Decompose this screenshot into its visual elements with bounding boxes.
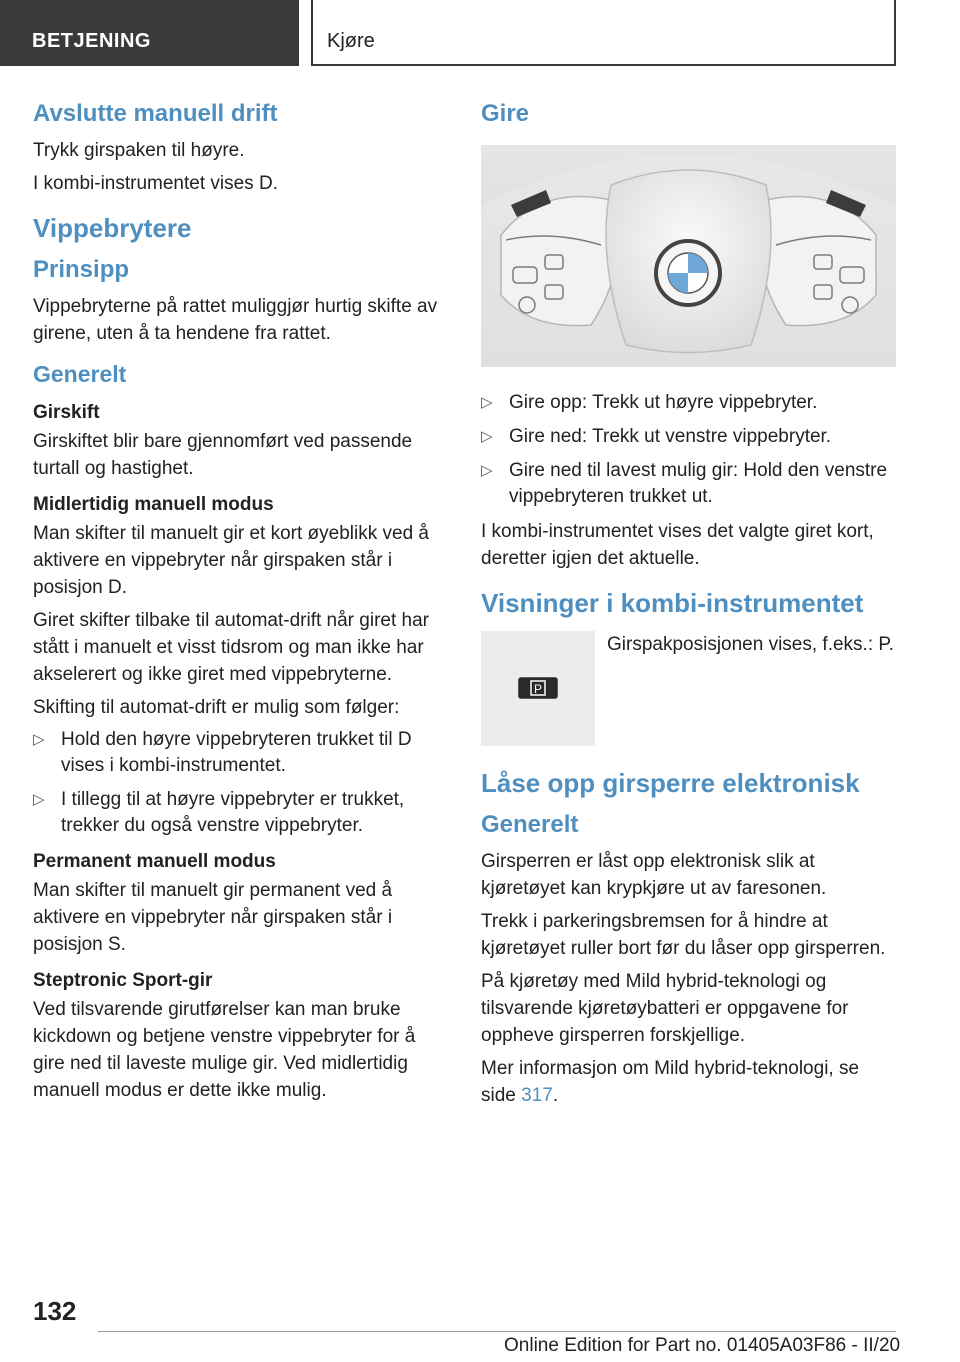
- heading-paddles: Vippebrytere: [33, 212, 192, 243]
- bullet-list: [33, 727, 448, 839]
- paragraph: Girskiftet blir bare gjennomført ved passende turtall og hastighet.: [33, 431, 413, 480]
- gear-letter: P: [533, 682, 543, 697]
- bullet-list: [481, 390, 896, 510]
- page-number: 132: [33, 1296, 77, 1326]
- display-figure-row: [481, 631, 896, 746]
- heading-principle: Prinsipp: [33, 255, 130, 283]
- section-tab: BETJENING: [0, 0, 299, 66]
- paragraph: Giret skifter tilbake til automat-drift når giret har stått i manuelt et visst tidsrom og man ikke har akselerert og ikke giret med vippebryterne.: [33, 610, 429, 686]
- paragraph: Vippebryterne på rattet muliggjør hurtig skifte av girene, uten å ta hendene fra rattet.: [33, 295, 438, 344]
- paragraph: Trekk i parkeringsbremsen for å hindre at kjøretøyet ruller bort før du låser opp girsperren.: [481, 910, 886, 959]
- paragraph: Skifting til automat-drift er mulig som følger:: [33, 697, 400, 719]
- left-column: [33, 100, 448, 1110]
- heading-general: Generelt: [33, 360, 127, 387]
- subheading-permanent-manual: Permanent manuell modus: [33, 851, 276, 873]
- list-item: ▷ Gire ned: Trekk ut venstre vippebryter.: [481, 424, 896, 450]
- triangle-bullet-icon: ▷: [481, 461, 493, 479]
- subheading-shift: Girskift: [33, 402, 100, 424]
- paragraph: Man skifter til manuelt gir et kort øyeblikk ved å aktivere en vippebryter når girspaken står i posisjon D.: [33, 523, 429, 599]
- subheading-temporary-manual: Midlertidig manuell modus: [33, 494, 274, 516]
- triangle-bullet-icon: ▷: [481, 393, 493, 411]
- triangle-bullet-icon: ▷: [33, 791, 45, 809]
- paragraph: I kombi-instrumentet vises D.: [33, 172, 278, 194]
- heading-display: Visninger i kombi-instrumentet: [481, 587, 864, 618]
- paragraph: Man skifter til manuelt gir permanent ved å aktivere en vippebryter når girspaken står i posisjon S.: [33, 880, 393, 956]
- heading-general: Generelt: [481, 811, 579, 839]
- paragraph: På kjøretøy med Mild hybrid-teknologi og tilsvarende kjøretøybatteri er oppgavene for oppheve girsperren forskjellige.: [481, 970, 849, 1046]
- footer-divider: [98, 1331, 896, 1332]
- display-description: Girspakposisjonen vises, f.eks.: P.: [607, 633, 894, 655]
- list-item: ▷ Gire ned til lavest mulig gir: Hold den venstre vippebryteren trukket ut.: [481, 459, 888, 507]
- gear-display-illustration: [481, 631, 595, 746]
- paragraph: Girsperren er låst opp elektronisk slik at kjøretøyet kan krypkjøre ut av faresonen.: [481, 850, 827, 899]
- paragraph: Ved tilsvarende girutførelser kan man bruke kickdown og betjene venstre vippebryter for å gire ned til laveste mulige gir. Ved midlertidig manuell modus er dette ikke mulig.: [33, 999, 416, 1102]
- paragraph: Trykk girspaken til høyre.: [33, 139, 245, 161]
- subheading-steptronic: Steptronic Sport-gir: [33, 970, 213, 992]
- heading-end-manual: Avslutte manuell drift: [33, 100, 278, 127]
- gear-indicator-icon: [518, 677, 558, 699]
- triangle-bullet-icon: ▷: [481, 427, 493, 445]
- list-item: ▷ Hold den høyre vippebryteren trukket til D vises i kombi-instrumentet.: [33, 729, 412, 777]
- page-reference-link[interactable]: 317: [521, 1084, 553, 1106]
- chapter-title: Kjøre: [311, 0, 896, 66]
- heading-unlock: Låse opp girsperre elektronisk: [481, 767, 860, 798]
- edition-text: Online Edition for Part no. 01405A03F86 - II/20: [504, 1335, 901, 1356]
- steering-wheel-illustration: [481, 145, 896, 367]
- triangle-bullet-icon: ▷: [33, 731, 45, 749]
- list-item: ▷ I tillegg til at høyre vippebryter er trukket, trekker du også venstre vippebryter.: [33, 789, 405, 837]
- list-item: ▷ Gire opp: Trekk ut høyre vippebryter.: [481, 390, 896, 416]
- paragraph: I kombi-instrumentet vises det valgte giret kort, deretter igjen det aktuelle.: [481, 520, 874, 569]
- heading-gire: Gire: [481, 100, 530, 127]
- paragraph: Mer informasjon om Mild hybrid-teknologi, se side 317.: [481, 1057, 860, 1106]
- right-column: [481, 100, 896, 1115]
